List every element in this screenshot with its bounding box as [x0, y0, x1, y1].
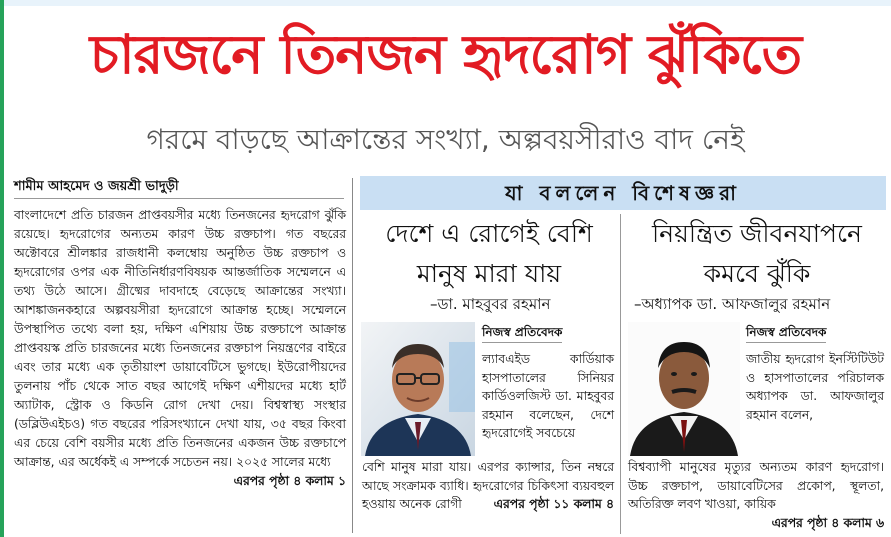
column2-side-paragraph: জাতীয় হৃদরোগ ইনস্টিটিউট ও হাসপাতালের পরিচালক অধ্যাপক ডা. আফজালুর রহমান বলেন, [746, 352, 884, 422]
portrait-illustration-icon [361, 322, 475, 456]
byline: শামীম আহমেদ ও জয়শ্রী ভাদুড়ী [14, 178, 344, 199]
column2-attribution: –অধ্যাপক ডা. আফজালুর রহমান [634, 295, 831, 313]
column2-side-text [746, 350, 884, 424]
headline: চারজনে তিনজন হৃদরোগ ঝুঁকিতে [89, 23, 802, 86]
left-article-body: বাংলাদেশে প্রতি চারজন প্রাপ্তবয়সীর মধ্যে তিনজনের হৃদরোগ ঝুঁকি রয়েছে। হৃদরোগের অন্যতম কারণ উচ্চ রক্তচাপ। গত বছরের অক্টোবরে শ্রীলঙ্কার রাজধানী কলম্বোয় অনুষ্ঠিত উচ্চ রক্তচাপ ও হৃদরোগের ওপর এক নীতিনির্ধারণবিষয়ক আন্তর্জাতিক সম্মেলনে এ তথ্য উঠে আসে। গ্রীষ্মের দাবদাহে বেড়েছে আক্রান্তের সংখ্যা। আশঙ্কাজনকহারে অল্পবয়সীরা হৃদরোগে আক্রান্ত হচ্ছে। সম্মেলনে উপস্থাপিত তথ্যে বলা হয়, দক্ষিণ এশিয়ায় উচ্চ রক্তচাপে আক্রান্ত প্রাপ্তবয়স্ক প্রতি চারজনের মধ্যে তিনজনের রক্তচাপ নিয়ন্ত্রণের বাইরে এবং তার মধ্যে এক তৃতীয়াংশ ডায়াবেটিসে ভুগছে। ইউরোপীয়দের তুলনায় পাঁচ থেকে সাত বছর আগেই দক্ষিণ এশীয়দের মধ্যে হার্ট অ্যাটাক, স্ট্রোক ও কিডনি রোগ দেখা দেয়। বিশ্বস্বাস্থ্য সংস্থার (ডব্লিউএইচও) গত বছরের পরিসংখ্যানে দেখা যায়, ৩৫ বছর কিংবা এর চেয়ে বেশি বয়সীর মধ্যে প্রতি তিনজনের একজন উচ্চ রক্তচাপে আক্রান্ত, এর অর্ধেকই এ সম্পর্কে সচেতন নয়। ২০২৫ সালের মধ্যে [14, 208, 346, 469]
portrait-illustration-icon [628, 322, 740, 456]
column2-bottom-paragraph: বিশ্বব্যাপী মানুষের মৃত্যুর অন্যতম কারণ হৃদরোগ। উচ্চ রক্তচাপ, ডায়াবেটিসের প্রকোপ, স্থূলতা, অতিরিক্ত লবণ খাওয়া, কায়িক [628, 460, 884, 511]
column1-jump: এরপর পৃষ্ঠা ১১ কলাম ৪ [493, 497, 614, 511]
top-band [0, 0, 891, 6]
column1-bottom-text [362, 458, 614, 514]
column1-portrait-photo [361, 322, 475, 456]
column-separator [352, 178, 353, 533]
column1-reporter: নিজস্ব প্রতিবেদক [482, 324, 562, 343]
left-article [14, 206, 346, 491]
column1-title-line2: মানুষ মারা যায় [416, 259, 562, 288]
experts-band: যা বললেন বিশেষজ্ঞরা [360, 176, 886, 210]
column2-title-line2: কমবে ঝুঁকি [703, 259, 811, 288]
subheadline: গরমে বাড়ছে আক্রান্তের সংখ্যা, অল্পবয়সীরাও বাদ নেই [146, 123, 745, 156]
column1-side-paragraph: ল্যাবএইড কার্ডিয়াক হাসপাতালের সিনিয়র কার্ডিওলজিস্ট ডা. মাহবুবর রহমান বলেছেন, দেশে হৃদরোগেই সবচেয়ে [482, 352, 614, 440]
column1-side-text [482, 350, 614, 443]
column1-attribution: –ডা. মাহবুবর রহমান [430, 295, 551, 313]
column1-bottom-paragraph: বেশি মানুষ মারা যায়। এরপর ক্যান্সার, তিন নম্বরে আছে সংক্রামক ব্যাধি। হৃদরোগের চিকিৎসা ব্যয়বহুল হওয়ায় অনেক রোগী [362, 460, 614, 511]
column2-bottom-text [628, 458, 884, 532]
column1-title-line1: দেশে এ রোগেই বেশি [385, 219, 593, 248]
column-divider [620, 214, 621, 534]
column2-title-line1: নিয়ন্ত্রিত জীবনযাপনে [652, 219, 862, 248]
column2-reporter: নিজস্ব প্রতিবেদক [746, 324, 826, 343]
column2-jump: এরপর পৃষ্ঠা ৪ কলাম ৬ [771, 515, 884, 530]
left-article-jump: এরপর পৃষ্ঠা ৪ কলাম ১ [233, 474, 346, 488]
column2-portrait-photo [628, 322, 740, 456]
